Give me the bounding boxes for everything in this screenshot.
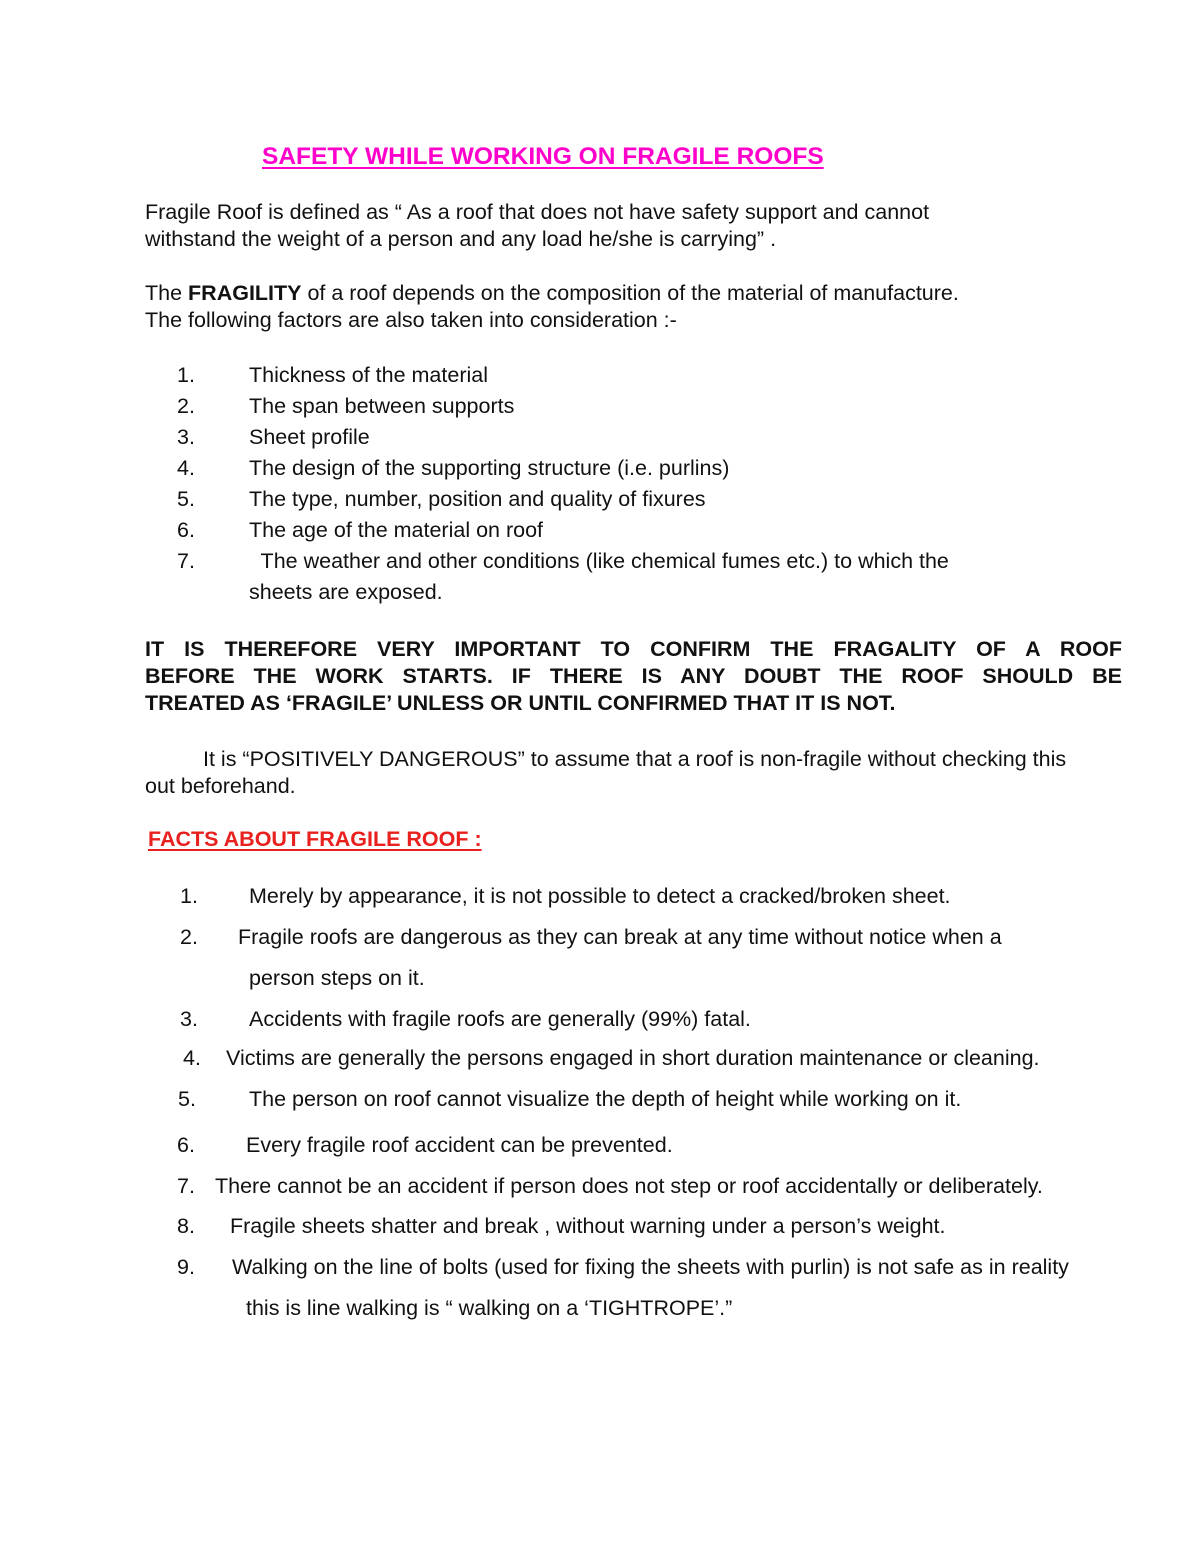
fragility-line-2: The following factors are also taken into consideration :- — [145, 308, 677, 332]
fragility-prefix: The — [145, 281, 189, 305]
fact-text-continued: person steps on it. — [249, 966, 425, 990]
warning-line-2: BEFORE THE WORK STARTS. IF THERE IS ANY DOUBT THE ROOF SHOULD BE — [145, 664, 1122, 688]
fragility-suffix: of a roof depends on the composition of the material of manufacture. — [301, 281, 959, 305]
fact-text: Fragile sheets shatter and break , without warning under a person’s weight. — [230, 1214, 946, 1238]
fragility-line-1 — [145, 281, 1075, 307]
warning-line-3: TREATED AS ‘FRAGILE’ UNLESS OR UNTIL CONFIRMED THAT IT IS NOT. — [145, 691, 896, 715]
factor-number: 2. — [177, 394, 195, 418]
factor-text: The weather and other conditions (like chemical fumes etc.) to which the — [249, 549, 949, 573]
fact-text-continued: this is line walking is “ walking on a ‘TIGHTROPE’.” — [246, 1296, 733, 1320]
factor-text: The type, number, position and quality of fixures — [249, 487, 706, 511]
factor-number: 1. — [177, 363, 195, 387]
fact-text: Every fragile roof accident can be prevented. — [246, 1133, 673, 1157]
fact-text: Victims are generally the persons engaged in short duration maintenance or cleaning. — [226, 1046, 1040, 1070]
factor-number: 3. — [177, 425, 195, 449]
fact-number: 5. — [178, 1087, 196, 1111]
factor-number: 6. — [177, 518, 195, 542]
factor-number: 5. — [177, 487, 195, 511]
factor-text: The age of the material on roof — [249, 518, 544, 542]
fact-text: There cannot be an accident if person does not step or roof accidentally or deliberately. — [215, 1174, 1043, 1198]
fact-text: The person on roof cannot visualize the depth of height while working on it. — [249, 1087, 962, 1111]
factor-text: The span between supports — [249, 394, 515, 418]
fact-text: Walking on the line of bolts (used for fixing the sheets with purlin) is not safe as in reality — [232, 1255, 1069, 1279]
definition-line-2: withstand the weight of a person and any load he/she is carrying” . — [145, 227, 777, 251]
warning-paragraph — [145, 636, 1122, 717]
factor-text: Thickness of the material — [249, 363, 488, 387]
fact-number: 6. — [177, 1133, 195, 1157]
fact-number: 9. — [177, 1255, 195, 1279]
fragility-bold-word: FRAGILITY — [188, 281, 302, 305]
fact-number: 3. — [180, 1007, 198, 1031]
factor-text: Sheet profile — [249, 425, 370, 449]
document-title: SAFETY WHILE WORKING ON FRAGILE ROOFS — [262, 143, 824, 170]
fact-number: 7. — [177, 1174, 195, 1198]
fact-text: Merely by appearance, it is not possible to detect a cracked/broken sheet. — [249, 884, 951, 908]
factor-number: 7. — [177, 549, 195, 573]
facts-heading: FACTS ABOUT FRAGILE ROOF : — [148, 827, 482, 851]
definition-line-1: Fragile Roof is defined as “ As a roof that does not have safety support and cannot — [145, 200, 930, 224]
factor-text: The design of the supporting structure (i.e. purlins) — [249, 456, 730, 480]
factor-text-continued: sheets are exposed. — [249, 580, 443, 604]
fact-text: Accidents with fragile roofs are generally (99%) fatal. — [249, 1007, 751, 1031]
dangerous-line-2: out beforehand. — [145, 774, 296, 798]
factor-number: 4. — [177, 456, 195, 480]
fact-number: 8. — [177, 1214, 195, 1238]
fact-number: 2. — [180, 925, 198, 949]
dangerous-line-1: It is “POSITIVELY DANGEROUS” to assume that a roof is non-fragile without checking this — [203, 747, 1067, 771]
fact-number: 4. — [183, 1046, 201, 1070]
warning-line-1: IT IS THEREFORE VERY IMPORTANT TO CONFIRM THE FRAGALITY OF A ROOF — [145, 637, 1122, 661]
fact-number: 1. — [180, 884, 198, 908]
fact-text: Fragile roofs are dangerous as they can break at any time without notice when a — [238, 925, 1002, 949]
